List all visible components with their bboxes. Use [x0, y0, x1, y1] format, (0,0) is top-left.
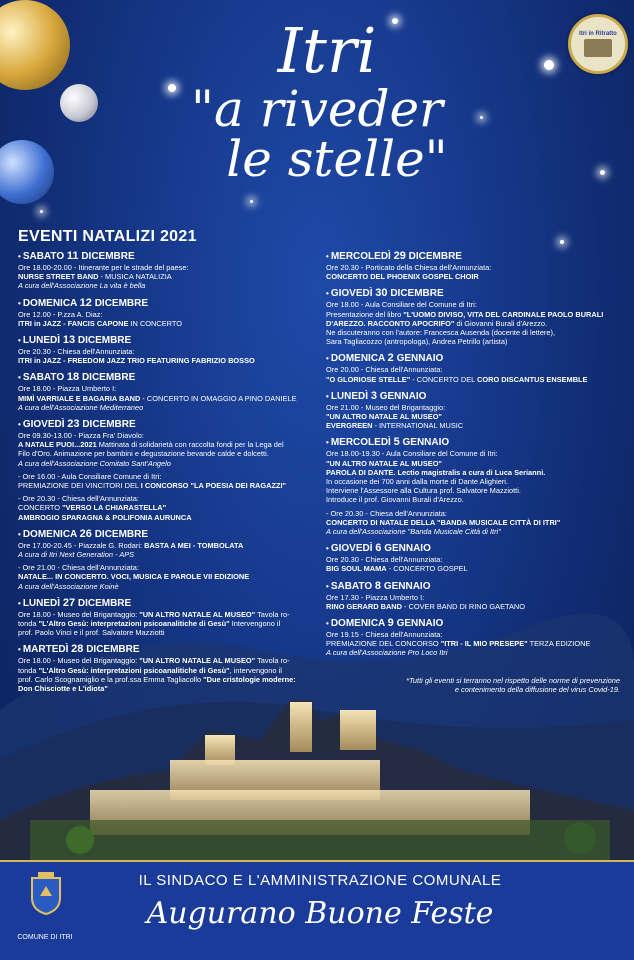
itri-town-illustration [0, 690, 634, 865]
event-5-gennaio: • MERCOLEDÌ 5 GENNAIO Ore 18.00-19.30 - Aula Consiliare del Comune di Itri: "UN ALTRO NATALE AL MUSEO" PAROLA DI DANTE. Lectio magistralis a cura di Luca Serianni. In occasione dei 700 anni dalla morte di Dante Alighieri. Interviene l'Assessore alla Cultura prof. Salvatore Mazziotti. Introduce il prof. Giovanni Burali d'Arezzo. - Ore 20.30 - Chiesa dell'Annunziata: CONCERTO DI NATALE DELLA "BANDA MUSICALE CITTÀ DI ITRI" A cura dell'Associazione "Banda Musicale Città di Itri" [326, 436, 561, 537]
title-line-1: Itri [277, 14, 377, 87]
event-11-dicembre: • SABATO 11 DICEMBRE Ore 18.00-20.00 - Itinerante per le strade del paese: NURSE STREET BAND - MUSICA NATALIZIA A cura dell'Associazione La vita è bella [18, 250, 189, 291]
covid-note [340, 676, 620, 694]
star-icon [250, 200, 253, 203]
comune-crest-icon [28, 872, 64, 916]
event-3-gennaio: • LUNEDÌ 3 GENNAIO Ore 21.00 - Museo del Brigantaggio: "UN ALTRO NATALE AL MUSEO" EVERGREEN - INTERNATIONAL MUSIC [326, 389, 464, 431]
star-icon [560, 240, 564, 244]
logo-text: Itri in Ritratto [579, 31, 617, 37]
event-13-dicembre: • LUNEDÌ 13 DICEMBRE Ore 20.30 - Chiesa dell'Annunziata: ITRI in JAZZ - FREEDOM JAZZ TRIO FEATURING FABRIZIO BOSSO [18, 334, 255, 366]
footer-line-2: Augurano Buone Feste [146, 896, 494, 931]
title-line-3: le stelle" [226, 130, 448, 188]
events-left-column [18, 250, 318, 699]
events-right-column [326, 250, 622, 664]
star-icon [40, 210, 43, 213]
event-28-dicembre: • MARTEDÌ 28 DICEMBRE Ore 18.00 - Museo del Brigantaggio: "UN ALTRO NATALE AL MUSEO" Tavola ro- tonda "L'Altro Gesù: interpretazioni psicoanalitiche di Gesù", intervengono il prof. Carlo Scognamiglio e la prof.ssa Emma Tagliacollo "Due cristologie moderne: Don Chisciotte e L'idiota" [18, 643, 296, 694]
event-12-dicembre: • DOMENICA 12 DICEMBRE Ore 12.00 - P.zza A. Diaz: ITRI in JAZZ - FANCIS CAPONE IN CONCERTO [18, 296, 182, 328]
covid-note-line-2: e contenimento della diffusione del virus Covid-19. [454, 685, 620, 694]
event-8-gennaio: • SABATO 8 GENNAIO Ore 17.30 - Piazza Umberto I: RINO GERARD BAND - COVER BAND DI RINO GAETANO [326, 579, 526, 611]
poster-title [0, 14, 634, 188]
event-6-gennaio: • GIOVEDÌ 6 GENNAIO Ore 20.30 - Chiesa dell'Annunziata: BIG SOUL MAMA - CONCERTO GOSPEL [326, 542, 468, 574]
event-27-dicembre: • LUNEDÌ 27 DICEMBRE Ore 18.00 - Museo del Brigantaggio: "UN ALTRO NATALE AL MUSEO" Tavola ro- tonda "L'Altro Gesù: interpretazioni psicoanalitiche di Gesù" Intervengono il prof. Paolo Vinci e il prof. Salvatore Mazziotti [18, 596, 290, 638]
crest-label: COMUNE DI ITRI [17, 934, 73, 941]
events-heading: EVENTI NATALIZI 2021 [18, 228, 197, 245]
covid-note-line-1: *Tutti gli eventi si terranno nel rispetto delle norme di prevenzione [406, 676, 620, 685]
title-line-2: "a riveder [191, 80, 443, 138]
event-9-gennaio: • DOMENICA 9 GENNAIO Ore 19.15 - Chiesa dell'Annunziata: PREMIAZIONE DEL CONCORSO "ITRI - IL MIO PRESEPE" TERZA EDIZIONE A cura dell'Associazione Pro Loco Itri [326, 617, 591, 658]
event-18-dicembre: • SABATO 18 DICEMBRE Ore 18.00 - Piazza Umberto I: MIMÌ VARRIALE E BAGARIA BAND - CONCERTO IN OMAGGIO A PINO DANIELE A cura dell'Associazione Mediterraneo [18, 371, 297, 412]
event-2-gennaio: • DOMENICA 2 GENNAIO Ore 20.00 - Chiesa dell'Annunziata: "O GLORIOSE STELLE" - CONCERTO DEL CORO DISCANTUS ENSEMBLE [326, 352, 588, 384]
event-30-dicembre: • GIOVEDÌ 30 DICEMBRE Ore 18.00 - Aula Consiliare del Comune di Itri: Presentazione del libro "L'UOMO DIVISO, VITA DEL CARDINALE PAOLO BURALI D'AREZZO. RACCONTO APOCRIFO" di Giovanni Burali d'Arezzo. Ne discuteranno con l'autore: Francesca Ausenda (docente di lettere), Sara Tagliacozzo (antropologa), Andrea Petrillo (artista) [326, 287, 604, 347]
event-29-dicembre: • MERCOLEDÌ 29 DICEMBRE Ore 20.30 - Porticato della Chiesa dell'Annunziata: CONCERTO DEL PHOENIX GOSPEL CHOIR [326, 250, 492, 282]
event-26-dicembre: • DOMENICA 26 DICEMBRE Ore 17.00-20.45 - Piazzale G. Rodari: BASTA A MEI - TOMBOLATA A cura di Itri Next Generation - APS - Ore 21.00 - Chiesa dell'Annunziata: NATALE... IN CONCERTO. VOCI, MUSICA E PAROLE VII EDIZIONE A cura dell'Associazione Koinè [18, 527, 250, 591]
footer-line-1: IL SINDACO E L'AMMINISTRAZIONE COMUNALE [138, 872, 502, 889]
event-23-dicembre: • GIOVEDÌ 23 DICEMBRE Ore 09.30-13.00 - Piazza Fra' Diavolo: A NATALE PUOI...2021 Mattinata di solidarietà con raccolta fondi per la Lega del Filo d'Oro. Animazione per bambini e degustazione bevande calde e dolcetti. A cura dell'Associazione Comitato Sant'Angelo - Ore 16.00 - Aula Consiliare Comune di Itri: PREMIAZIONE DEI VINCITORI DEL I CONCORSO "LA POESIA DEI RAGAZZI" - Ore 20.30 - Chiesa dell'Annunziata: CONCERTO "VERSO LA CHIARASTELLA" AMBROGIO SPARAGNA & POLIFONIA AURUNCA [18, 418, 287, 522]
